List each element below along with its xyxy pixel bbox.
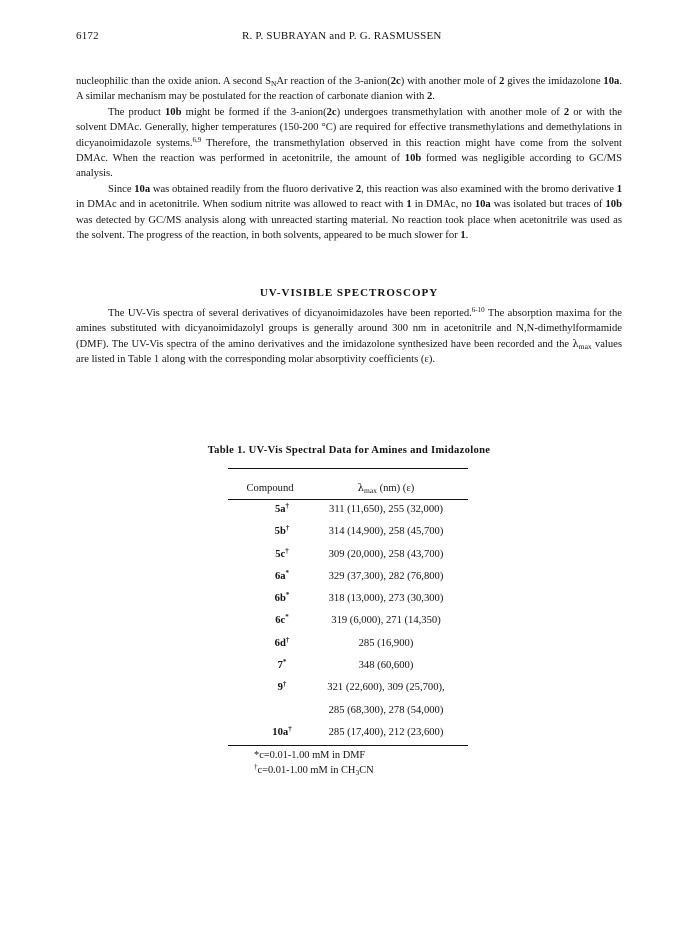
lambda-cell: 329 (37,300), 282 (76,800)	[328, 570, 444, 582]
lambda-cell: 321 (22,600), 309 (25,700),	[327, 682, 445, 694]
lambda-cell: 311 (11,650), 255 (32,000)	[329, 504, 443, 515]
lambda-cell: 285 (16,900)	[358, 637, 414, 649]
compound-cell: 5c†	[275, 546, 289, 560]
table-row	[228, 723, 468, 745]
paragraph-3: Since 10a was obtained readily from the fluoro derivative 2, this reaction was also examined with the bromo derivative 1 in DMAc and in acetonitrile. When sodium nitrite was allowed to react with 1 in DMAc, no 10a was isolated but traces of 10b was detected by GC/MS analysis along with unreacted starting material. No reaction took place when acetonitrile was used as the solvent. The progress of the reaction, in both solvents, appeared to be much slower for 1.	[76, 183, 623, 242]
paragraph-1: nucleophilic than the oxide anion. A second $S_NAr$ reaction of the 3-anion(2c) with another mole of 2 gives the imidazolone 10a. A similar mechanism may be postulated for the reaction of carbonate dianion with 2.	[76, 76, 622, 103]
column-header-lambda: $\lambda_{max}$ (nm) (ε)	[357, 483, 415, 495]
lambda-cell: 285 (17,400), 212 (23,600)	[328, 726, 444, 738]
compound-cell: 6d†	[274, 635, 290, 649]
lambda-cell: 314 (14,900), 258 (45,700)	[328, 526, 444, 538]
table-row	[228, 634, 468, 656]
lambda-cell: 309 (20,000), 258 (43,700)	[328, 548, 444, 560]
compound-cell: 7*	[277, 658, 287, 672]
table-row	[228, 567, 468, 589]
lambda-cell: 318 (13,000), 273 (30,300)	[328, 593, 444, 605]
table-row	[228, 701, 468, 723]
table-row	[228, 545, 468, 567]
table-row	[228, 589, 468, 611]
page-header	[76, 30, 622, 46]
page-number: 6172	[76, 30, 99, 42]
running-head	[242, 30, 442, 42]
lambda-cell: 285 (68,300), 278 (54,000)	[328, 704, 444, 716]
compound-cell: 6a*	[274, 568, 290, 582]
table-footnote-acetonitrile: †c=0.01-1.00 mM in $CH_3CN$	[254, 763, 374, 778]
paragraph-2: The product 10b might be formed if the 3-anion(2c) undergoes transmethylation with another mole of 2 or with the solvent DMAc. Generally, higher temperatures (150-200 °C) are required for effective transmethylations and demethylations in dicyanoimidazole systems.$^{6,9}$ Therefore, the transmethylation observed in this reaction might have come from the solvent DMAc. When the reaction was performed in acetonitrile, the amount of 10b formed was negligible according to GC/MS analysis.	[76, 106, 622, 180]
lambda-cell: 319 (6,000), 271 (14,350)	[331, 615, 441, 627]
section-heading: UV-VISIBLE SPECTROSCOPY	[259, 287, 439, 299]
compound-cell: 5b†	[274, 524, 290, 538]
body-text	[76, 74, 622, 243]
table-row	[228, 522, 468, 544]
table-body	[228, 500, 468, 745]
lambda-cell: 348 (60,600)	[358, 660, 414, 672]
table-bottom-rule	[228, 745, 468, 746]
compound-cell: 10a†	[272, 724, 292, 738]
compound-cell: 9†	[277, 680, 287, 694]
table-footnote-dmf: *c=0.01-1.00 mM in DMF	[254, 750, 366, 762]
table-row	[228, 500, 468, 522]
table-row	[228, 611, 468, 633]
compound-cell: 6b*	[274, 591, 290, 605]
column-header-compound: Compound	[246, 483, 294, 494]
table-row	[228, 656, 468, 678]
table-caption: Table 1. UV-Vis Spectral Data for Amines and Imidazolone	[207, 445, 491, 456]
section-body	[76, 306, 622, 368]
paragraph-4: The UV-Vis spectra of several derivatives of dicyanoimidazoles have been reported.$^{6-10}$ The absorption maxima for the amines substituted with dicyanoimidazolyl groups is generally around 300 nm in acetonitrile and N,N-dimethylformamide (DMF). The UV-Vis spectra of the amino derivatives and the imidazolone synthesized have been recorded and the $\lambda_{max}$ values are listed in Table 1 along with the corresponding molar absorptivity coefficients (ε).	[76, 306, 622, 366]
spectral-table	[228, 468, 468, 778]
running-head-text: R. P. SUBRAYAN and P. G. RASMUSSEN	[242, 30, 442, 42]
compound-cell: 5a†	[274, 502, 290, 515]
compound-cell: 6c*	[275, 613, 289, 627]
table-header-row	[228, 469, 468, 499]
table-row	[228, 678, 468, 700]
